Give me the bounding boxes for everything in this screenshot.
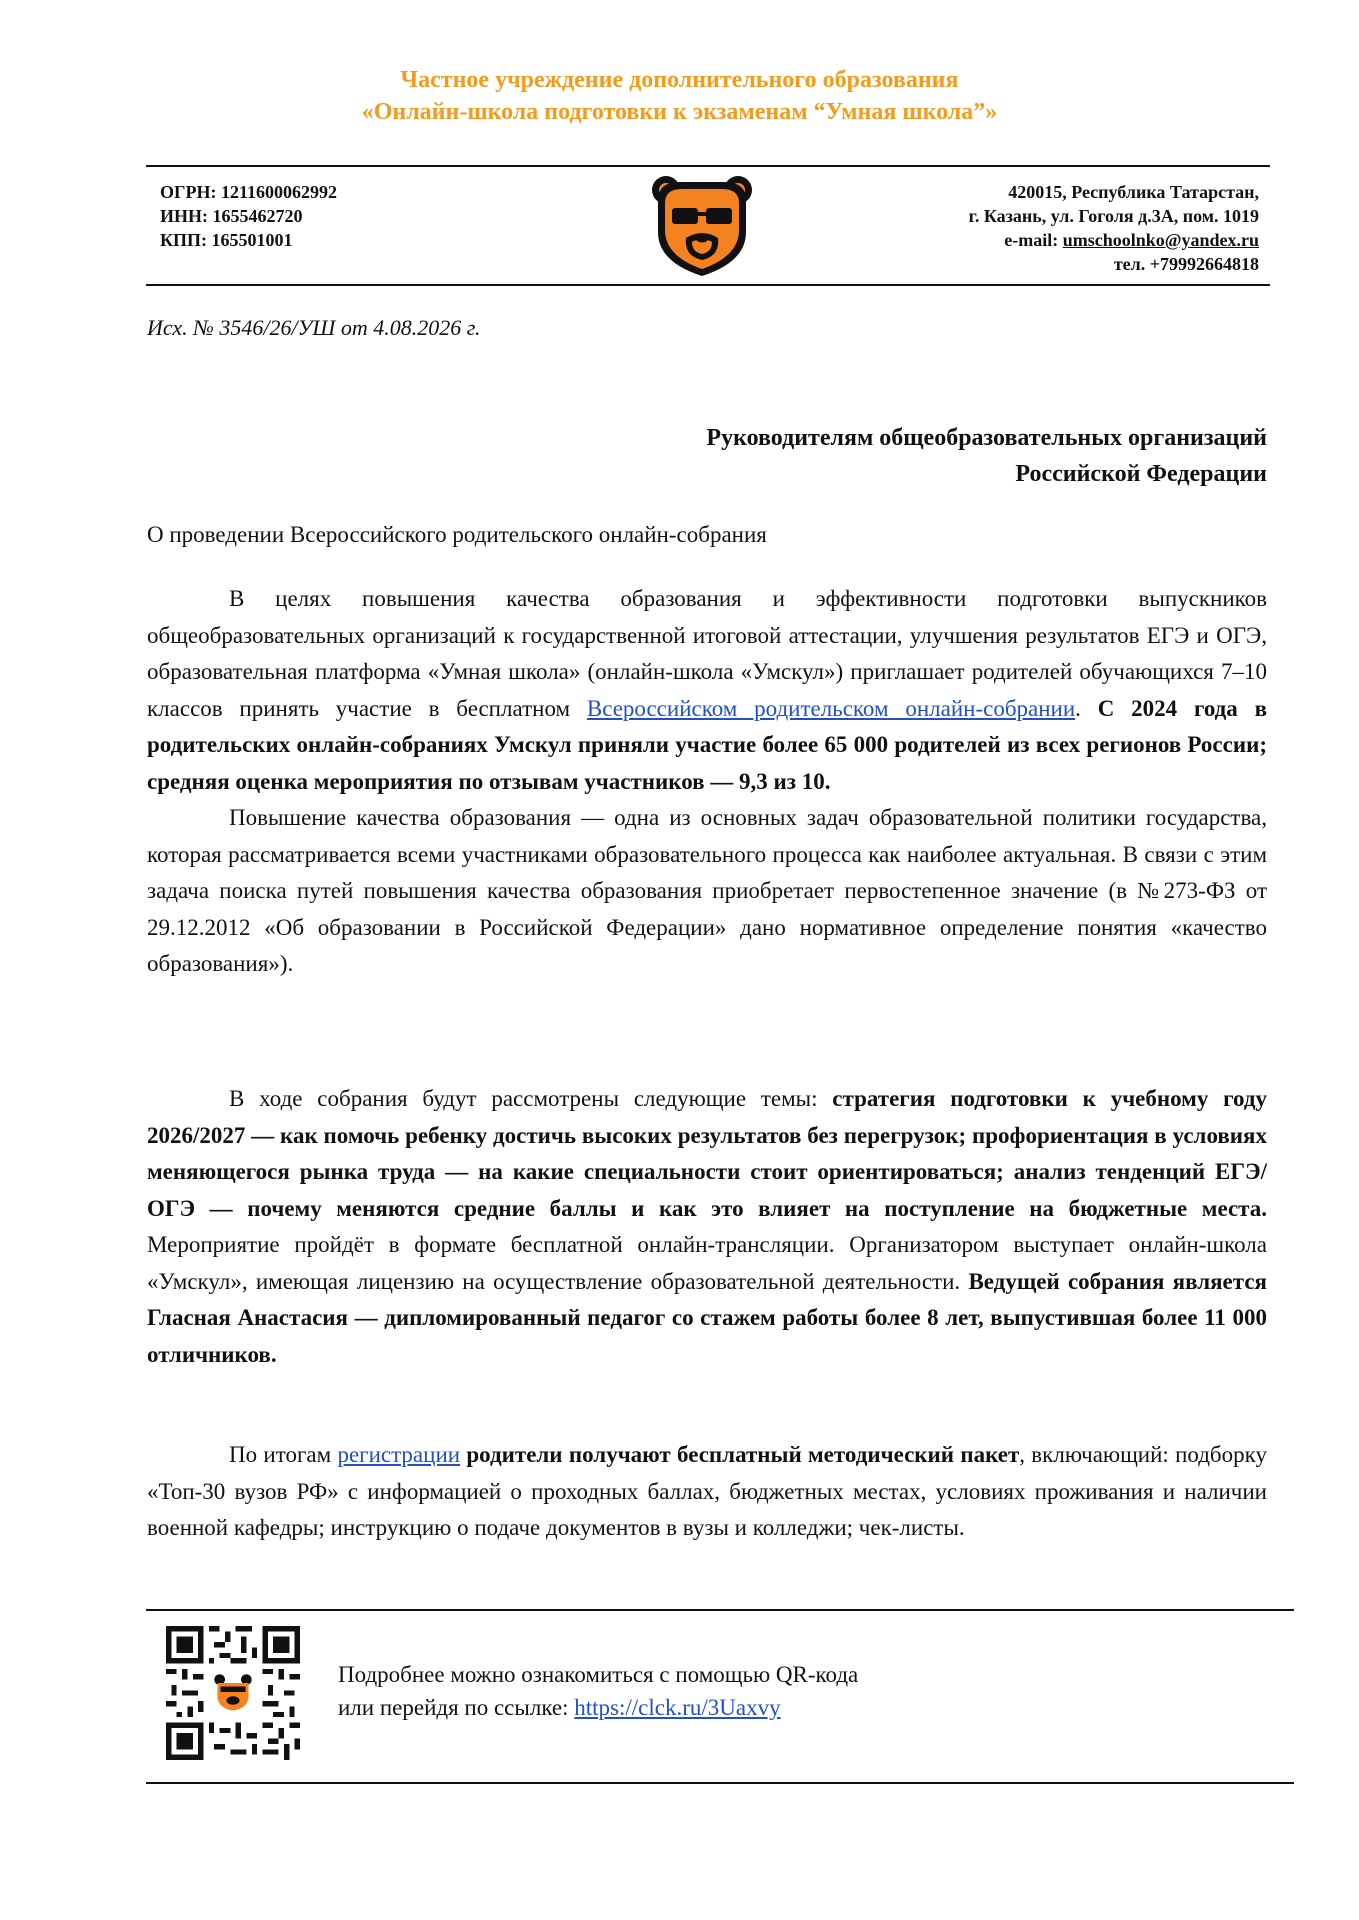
bear-with-sunglasses-logo-icon [650,170,754,280]
paragraph-3-topics: стратегия подготовки к учебному году 2026/2027 — как помочь ребенку достичь высоких результатов без перегрузок; профориентация в условиях меняющегося рынка труда — на какие специальности стоит ориентироваться; анализ тенденций ЕГЭ/ОГЭ — почему меняются средние баллы и как это влияет на поступление на бюджетные места. [147,1086,1267,1221]
recipient-block [706,420,1267,492]
registration-link[interactable]: регистрации [337,1442,461,1467]
outgoing-number: Исх. № 3546/26/УШ от 4.08.2026 г. [147,315,481,340]
organization-header [0,64,1359,128]
header-top-divider [146,165,1270,167]
address-line1: 420015, Республика Татарстан, [1008,182,1259,202]
short-link[interactable]: https://clck.ru/3Uaxvy [574,1695,781,1720]
org-name-line1: Частное учреждение дополнительного образования [400,67,959,93]
recipient-line1: Руководителям общеобразовательных организаций [706,425,1267,451]
qr-code-icon[interactable] [166,1626,300,1760]
paragraph-3-host: Ведущей собрания является Гласная Анастасия — дипломированный педагог со стажем работы более 8 лет, выпустившая более 11 000 отличников. [147,1268,1268,1367]
header-bottom-divider [146,284,1270,286]
letter-subject: О проведении Всероссийского родительского онлайн-собрания [147,522,767,547]
more-info-block [338,1658,858,1724]
letter-body-part1 [147,581,1267,983]
phone-line: тел. +79992664818 [1113,254,1259,274]
email-label: e-mail: [1004,230,1063,250]
meeting-link[interactable]: Всероссийском родительском онлайн-собрании [586,695,1076,721]
letter-body-part3 [147,1437,1267,1547]
more-info-prefix: или перейдя по ссылке: [338,1695,575,1720]
address-block [969,180,1259,276]
paragraph-3-intro: В ходе собрания будут рассмотрены следующие темы: [229,1086,833,1111]
letter-body-part2 [147,1081,1267,1373]
email-link[interactable]: umschoolnko@yandex.ru [1062,230,1259,250]
more-info-line2 [338,1691,858,1724]
inn-text: ИНН: 1655462720 [160,206,303,226]
paragraph-2: Повышение качества образования — одна из основных задач образовательной политики государства, которая рассматривается всеми участниками образовательного процесса как наиболее актуальная. В связи с этим задача поиска путей повышения качества образования приобретает первостепенное значение (в №273-ФЗ от 29.12.2012 «Об образовании в Российской Федерации» дано нормативное определение понятия «качество образования»). [147,805,1267,976]
paragraph-1 [147,581,1267,800]
ogrn-text: ОГРН: 1211600062992 [160,182,337,202]
paragraph-4-intro: По итогам [229,1442,338,1467]
recipient-line2: Российской Федерации [1015,461,1267,487]
paragraph-4-bold: родители получают бесплатный методический пакет [466,1442,1020,1467]
paragraph-3-middle: Мероприятие пройдёт в формате бесплатной онлайн-трансляции. Организатором выступает онлайн-школа «Умскул», имеющая лицензию на осуществление образовательной деятельности. [147,1232,1267,1294]
paragraph-1-punct: . [1075,695,1098,721]
email-line [969,228,1259,252]
footer-bottom-divider [146,1782,1294,1784]
requisites-block [160,180,337,252]
paragraph-3 [147,1081,1267,1373]
org-name-line2: «Онлайн-школа подготовки к экзаменам “Умная школа”» [361,99,998,125]
footer-top-divider [146,1609,1294,1611]
paragraph-1-bold: С 2024 года в родительских онлайн-собраниях Умскул приняли участие более 65 000 родителей из всех регионов России; средняя оценка мероприятия по отзывам участников — 9,3 из 10. [147,695,1268,794]
paragraph-1-text: В целях повышения качества образования и эффективности подготовки выпускников общеобразовательных организаций к государственной итоговой аттестации, улучшения результатов ЕГЭ и ОГЭ, образовательная платформа «Умная школа» (онлайн-школа «Умскул») приглашает родителей обучающихся 7–10 классов принять участие в бесплатном [147,586,1267,721]
paragraph-4 [147,1437,1267,1547]
address-line2: г. Казань, ул. Гоголя д.3А, пом. 1019 [968,206,1259,226]
kpp-text: КПП: 165501001 [160,230,293,250]
paragraph-4-rest: , включающий: подборку «Топ-30 вузов РФ» с информацией о проходных баллах, бюджетных местах, условиях проживания и наличии военной кафедры; инструкцию о подаче документов в вузы и колледжи; чек-листы. [147,1442,1267,1540]
more-info-line1: Подробнее можно ознакомиться с помощью QR-кода [338,1662,859,1687]
